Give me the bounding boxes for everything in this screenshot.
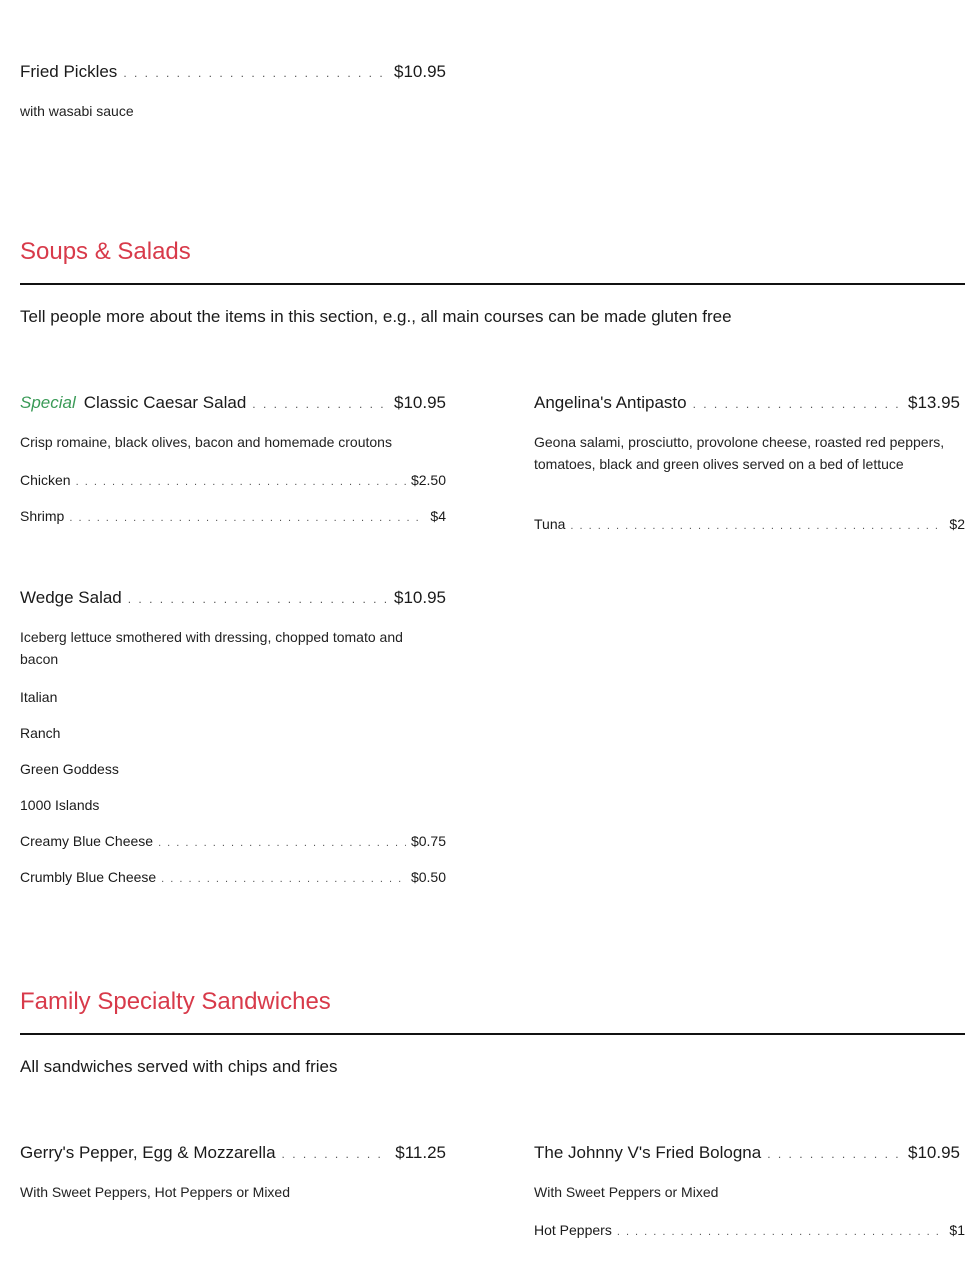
item-name: The Johnny V's Fried Bologna xyxy=(534,1143,762,1162)
option-price: $0.50 xyxy=(410,869,446,885)
special-tag: Special xyxy=(20,393,76,412)
section-divider xyxy=(20,1033,965,1035)
leader-dots xyxy=(128,592,388,606)
option-name: Creamy Blue Cheese xyxy=(20,833,154,849)
menu-item-caesar-salad xyxy=(20,393,446,413)
option-price: $4 xyxy=(430,508,446,524)
leader-dots xyxy=(570,520,944,532)
leader-dots xyxy=(767,1147,902,1161)
option-row xyxy=(534,1222,965,1238)
item-name: Classic Caesar Salad xyxy=(83,393,247,412)
option-name: Hot Peppers xyxy=(534,1222,612,1238)
leader-dots xyxy=(252,397,388,411)
item-name: Gerry's Pepper, Egg & Mozzarella xyxy=(20,1143,276,1162)
leader-dots xyxy=(617,1226,945,1238)
option-name: Italian xyxy=(20,689,58,705)
item-price: $11.25 xyxy=(395,1143,446,1162)
menu-item-antipasto xyxy=(534,393,960,413)
option-name: Crumbly Blue Cheese xyxy=(20,869,157,885)
item-name: Wedge Salad xyxy=(20,588,122,607)
option-name: Chicken xyxy=(20,472,71,488)
item-price: $10.95 xyxy=(908,1143,960,1162)
leader-dots xyxy=(69,512,425,524)
item-description: Iceberg lettuce smothered with dressing, chopped tomato and bacon xyxy=(20,629,403,667)
leader-dots xyxy=(161,873,406,885)
option-row xyxy=(20,508,446,524)
option-price: $2.50 xyxy=(410,472,446,488)
leader-dots xyxy=(76,476,406,488)
option-name: Green Goddess xyxy=(20,761,119,777)
item-description: Crisp romaine, black olives, bacon and homemade croutons xyxy=(20,434,392,450)
item-name: Fried Pickles xyxy=(20,62,118,81)
section-intro: Tell people more about the items in this section, e.g., all main courses can be made gluten free xyxy=(20,307,732,326)
section-divider xyxy=(20,283,965,285)
leader-dots xyxy=(123,66,388,80)
option-price: $1 xyxy=(949,1222,965,1238)
item-name: Angelina's Antipasto xyxy=(534,393,687,412)
menu-item-wedge-salad xyxy=(20,588,446,608)
option-name: Tuna xyxy=(534,516,566,532)
item-price: $10.95 xyxy=(394,588,446,607)
option-name: Shrimp xyxy=(20,508,65,524)
leader-dots xyxy=(693,397,902,411)
item-price: $10.95 xyxy=(394,62,446,81)
option-row xyxy=(534,516,965,532)
option-row xyxy=(20,869,446,885)
option-name: Ranch xyxy=(20,725,61,741)
menu-item-fried-pickles xyxy=(20,62,446,82)
menu-item-gerrys-pepper-egg xyxy=(20,1143,446,1163)
option-price: $0.75 xyxy=(410,833,446,849)
option-price: $2 xyxy=(949,516,965,532)
option-row xyxy=(20,472,446,488)
item-description: with wasabi sauce xyxy=(20,103,134,119)
item-description: With Sweet Peppers, Hot Peppers or Mixed xyxy=(20,1184,291,1200)
item-price: $10.95 xyxy=(394,393,446,412)
section-title-soups-salads: Soups & Salads xyxy=(20,238,191,265)
menu-item-johnny-v-bologna xyxy=(534,1143,960,1163)
leader-dots xyxy=(158,837,406,849)
option-row xyxy=(20,833,446,849)
item-description: With Sweet Peppers or Mixed xyxy=(534,1184,719,1200)
section-title-sandwiches: Family Specialty Sandwiches xyxy=(20,988,331,1015)
section-intro: All sandwiches served with chips and fries xyxy=(20,1057,338,1076)
item-price: $13.95 xyxy=(908,393,960,412)
leader-dots xyxy=(282,1147,390,1161)
item-description: Geona salami, prosciutto, provolone cheese, roasted red peppers, tomatoes, black and green olives served on a bed of lettuce xyxy=(534,434,945,472)
option-name: 1000 Islands xyxy=(20,797,100,813)
